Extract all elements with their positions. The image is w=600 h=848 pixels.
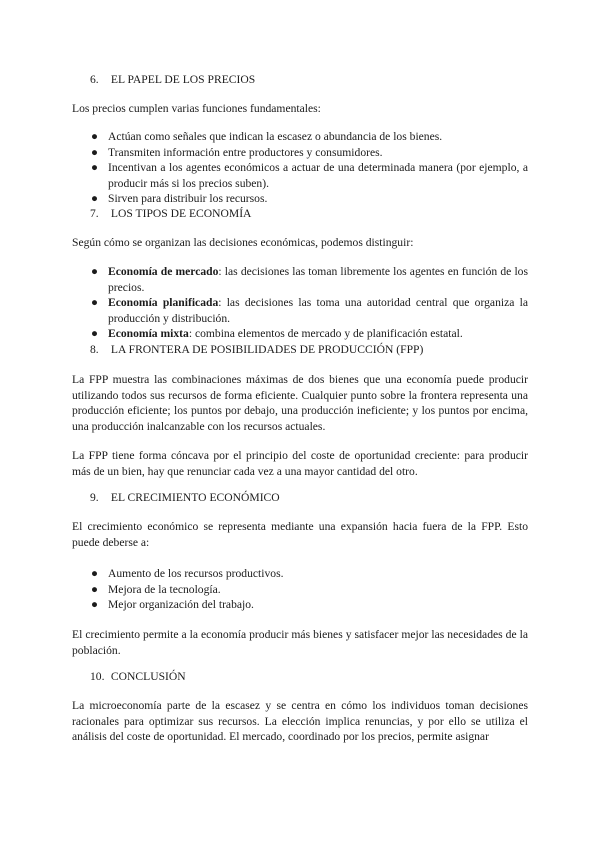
list-item xyxy=(72,191,528,207)
section-heading-7 xyxy=(90,207,251,220)
section-intro: Los precios cumplen varias funciones fundamentales: xyxy=(72,102,321,115)
bullet-icon: ● xyxy=(91,130,99,143)
section-intro: Según cómo se organizan las decisiones económicas, podemos distinguir: xyxy=(72,236,414,249)
heading-number: 6. xyxy=(90,73,99,86)
section-heading-6 xyxy=(90,73,255,86)
bullet-icon: ● xyxy=(91,145,99,159)
heading-number: 10. xyxy=(90,670,105,683)
list-item-term: Economía mixta xyxy=(108,327,189,340)
list-item xyxy=(72,264,528,295)
section-heading-9 xyxy=(90,491,280,504)
bullet-list-growth-causes xyxy=(72,566,528,613)
list-item xyxy=(72,160,528,191)
paragraph: La FPP muestra las combinaciones máximas de dos bienes que una economía puede producir utilizando todos sus recursos de forma eficiente. Cualquier punto sobre la frontera representa una producción eficiente; los puntos por debajo, una producción ineficiente; y los puntos por encima, una producción inalcanzable con los recursos actuales. xyxy=(72,373,528,433)
bullet-icon: ● xyxy=(91,327,99,340)
list-item-text: : las decisiones las toma una autoridad central que organiza la producción y distribución. xyxy=(108,296,528,325)
heading-number: 8. xyxy=(90,343,99,356)
list-item xyxy=(72,129,528,145)
heading-title: EL CRECIMIENTO ECONÓMICO xyxy=(110,491,280,504)
bullet-icon: ● xyxy=(91,582,99,596)
list-item xyxy=(72,582,528,598)
list-item xyxy=(72,566,528,582)
list-item-term: Economía planificada xyxy=(108,296,219,309)
list-item-text: : combina elementos de mercado y de planificación estatal. xyxy=(188,327,463,340)
list-item xyxy=(72,597,528,613)
list-item xyxy=(72,326,528,342)
list-item-text: Mejora de la tecnología. xyxy=(108,582,221,596)
heading-number: 7. xyxy=(90,207,99,220)
bullet-icon: ● xyxy=(91,567,99,580)
bullet-icon: ● xyxy=(91,598,99,611)
heading-title: CONCLUSIÓN xyxy=(110,670,186,683)
list-item-text: Incentivan a los agentes económicos a actuar de una determinada manera (por ejemplo, a producir más si los precios suben). xyxy=(108,161,528,190)
list-item-text: Actúan como señales que indican la escasez o abundancia de los bienes. xyxy=(108,130,443,143)
list-item xyxy=(72,295,528,326)
bullet-icon: ● xyxy=(91,192,99,205)
section-heading-10 xyxy=(90,670,186,683)
heading-title: EL PAPEL DE LOS PRECIOS xyxy=(110,73,256,86)
heading-title: LOS TIPOS DE ECONOMÍA xyxy=(110,207,252,220)
bullet-icon: ● xyxy=(91,296,99,309)
bullet-icon: ● xyxy=(91,161,99,174)
section-heading-8 xyxy=(90,343,423,356)
bullet-list-economy-types xyxy=(72,264,528,342)
paragraph: El crecimiento permite a la economía producir más bienes y satisfacer mejor las necesidades de la población. xyxy=(72,628,528,657)
section-intro: El crecimiento económico se representa mediante una expansión hacia fuera de la FPP. Esto puede deberse a: xyxy=(72,520,528,549)
list-item-text: Transmiten información entre productores y consumidores. xyxy=(108,145,383,159)
paragraph: La microeconomía parte de la escasez y se centra en cómo los individuos toman decisiones racionales para optimizar sus recursos. La elección implica renuncias, y por ello se utiliza el análisis del coste de oportunidad. El mercado, coordinado por los precios, permite asignar xyxy=(72,699,528,743)
list-item-text: Sirven para distribuir los recursos. xyxy=(108,192,268,205)
heading-title: LA FRONTERA DE POSIBILIDADES DE PRODUCCIÓN (FPP) xyxy=(110,343,424,356)
list-item-text: Aumento de los recursos productivos. xyxy=(108,567,284,580)
list-item-term: Economía de mercado xyxy=(108,265,219,278)
bullet-icon: ● xyxy=(91,265,99,278)
list-item-text: : las decisiones las toman libremente los agentes en función de los precios. xyxy=(108,265,528,294)
heading-number: 9. xyxy=(90,491,99,504)
bullet-list-price-functions xyxy=(72,129,528,207)
paragraph: La FPP tiene forma cóncava por el principio del coste de oportunidad creciente: para producir más de un bien, hay que renunciar cada vez a una mayor cantidad del otro. xyxy=(72,449,528,478)
list-item-text: Mejor organización del trabajo. xyxy=(108,598,254,611)
list-item xyxy=(72,145,528,161)
